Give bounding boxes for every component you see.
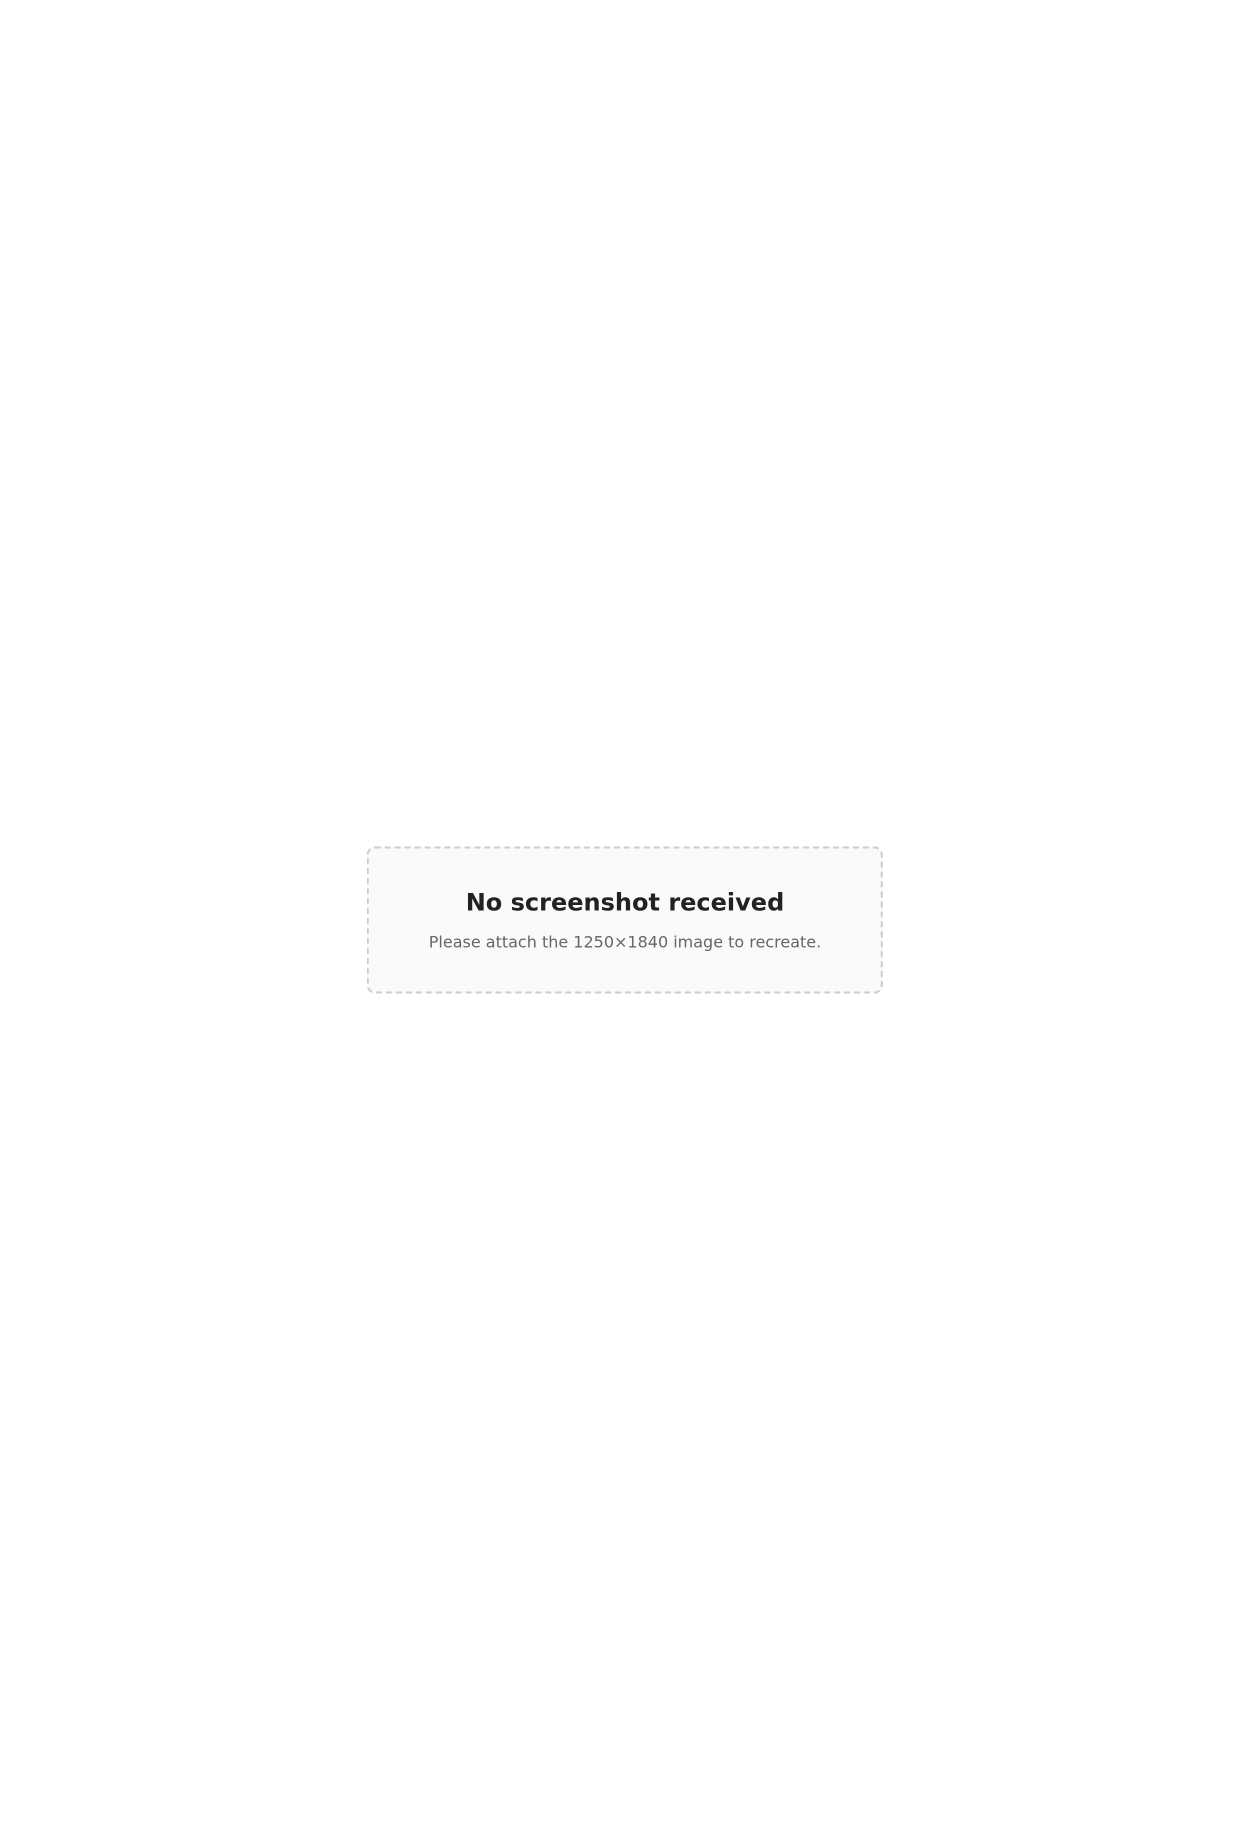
notice-title: No screenshot received bbox=[465, 888, 785, 917]
notice-message: Please attach the 1250×1840 image to recreate. bbox=[428, 932, 822, 952]
missing-image-notice bbox=[367, 847, 883, 994]
